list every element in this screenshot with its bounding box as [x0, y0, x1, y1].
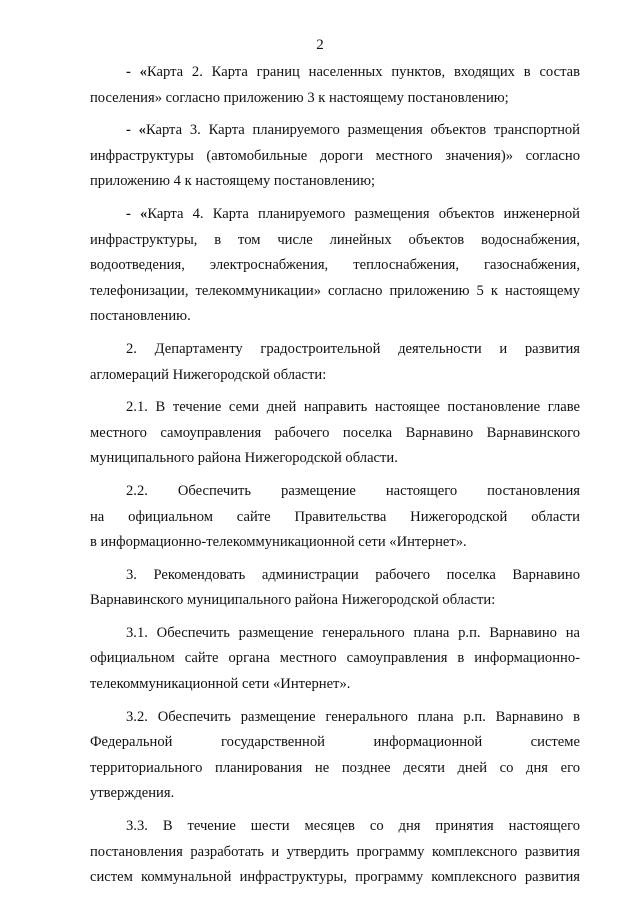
text-line-content: Карта 2. Карта границ населенных пунктов, входящих в состав — [146, 64, 580, 80]
text-line: постановлению. — [90, 308, 191, 325]
paragraph-item-3-3 — [90, 814, 580, 891]
text-line: 2.2. Обеспечить размещение настоящего постановления — [126, 482, 580, 499]
text-line: на официальном сайте Правительства Нижегородской области — [90, 508, 580, 525]
text-line: поселения» согласно приложению 3 к настоящему постановлению; — [90, 89, 509, 106]
text-line: 3. Рекомендовать администрации рабочего поселка Варнавино — [126, 566, 580, 583]
text-line: официальном сайте органа местного самоуправления в информационно- — [90, 650, 580, 667]
paragraph-item-2 — [90, 337, 580, 388]
text-line — [90, 60, 580, 86]
text-line-content: Карта 4. Карта планируемого размещения объектов инженерной — [147, 205, 580, 222]
text-line: инфраструктуры (автомобильные дороги местного значения)» согласно — [90, 147, 580, 164]
text-line: в информационно-телекоммуникационной сети «Интернет». — [90, 534, 467, 551]
text-line: Федеральной государственной информационной системе — [90, 734, 580, 751]
text-line: приложению 4 к настоящему постановлению; — [90, 173, 376, 190]
paragraph-item-3 — [90, 563, 580, 614]
text-line: инфраструктуры, в том числе линейных объектов водоснабжения, — [90, 231, 580, 248]
paragraph-item-3-1 — [90, 621, 580, 698]
paragraph-map-3 — [90, 118, 580, 195]
text-line: местного самоуправления рабочего поселка Варнавино Варнавинского — [90, 424, 580, 441]
text-line: территориального планирования не позднее десяти дней со дня его — [90, 759, 580, 776]
list-dash: - « — [126, 64, 147, 80]
paragraph-map-4 — [90, 202, 580, 330]
paragraph-item-2-2 — [90, 479, 580, 556]
text-line: систем коммунальной инфраструктуры, программу комплексного развития — [90, 869, 580, 886]
document-body — [90, 60, 580, 891]
text-line-content: Карта 3. Карта планируемого размещения объектов транспортной — [145, 122, 580, 139]
list-dash: - « — [126, 205, 148, 222]
text-line: 3.2. Обеспечить размещение генерального плана р.п. Варнавино в — [126, 708, 580, 725]
paragraph-item-2-1 — [90, 395, 580, 472]
text-line: 3.3. В течение шести месяцев со дня принятия настоящего — [126, 818, 580, 835]
paragraph-item-3-2 — [90, 705, 580, 807]
text-line: Варнавинского муниципального района Нижегородской области: — [90, 592, 496, 609]
text-line: телефонизации, телекоммуникации» согласно приложению 5 к настоящему — [90, 282, 580, 299]
text-line: агломераций Нижегородской области: — [90, 366, 327, 383]
paragraph-map-2 — [90, 60, 580, 111]
text-line: 2. Департаменту градостроительной деятельности и развития — [126, 340, 580, 357]
text-line: водоотведения, электроснабжения, теплоснабжения, газоснабжения, — [90, 257, 580, 274]
text-line: утверждения. — [90, 785, 175, 802]
text-line — [90, 202, 580, 228]
list-dash: - « — [126, 122, 146, 139]
text-line: муниципального района Нижегородской области. — [90, 450, 398, 467]
text-line: телекоммуникационной сети «Интернет». — [90, 676, 351, 693]
text-line: 3.1. Обеспечить размещение генерального плана р.п. Варнавино на — [126, 624, 580, 641]
text-line: постановления разработать и утвердить программу комплексного развития — [90, 843, 580, 860]
text-line — [90, 118, 580, 144]
text-line: 2.1. В течение семи дней направить настоящее постановление главе — [126, 399, 580, 416]
page-number: 2 — [316, 37, 324, 53]
